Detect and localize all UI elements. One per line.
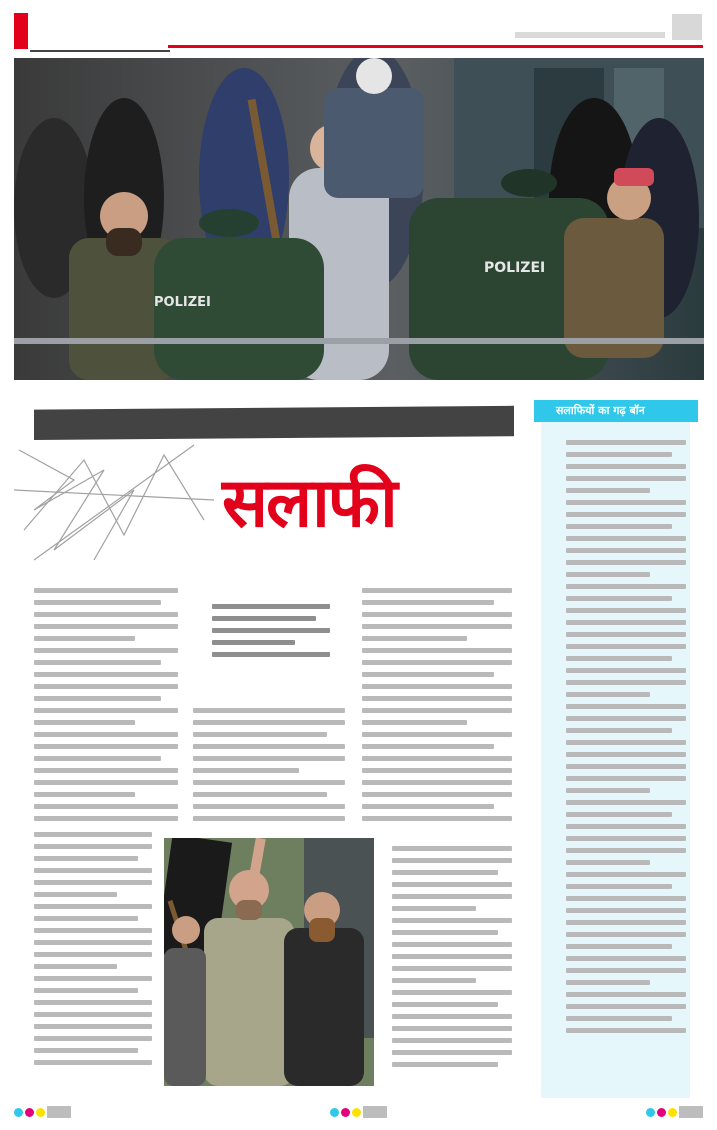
body-column-3-lower <box>392 846 512 1082</box>
headline-kicker-band <box>34 402 514 440</box>
polizei-label-left: POLIZEI <box>154 295 211 310</box>
body-column-2 <box>193 708 345 828</box>
polizei-label-right: POLIZEI <box>484 260 546 276</box>
registration-marks-left <box>14 1106 71 1118</box>
header-meta-strip <box>515 32 665 38</box>
registration-marks-center <box>330 1106 387 1118</box>
body-column-1 <box>34 588 178 824</box>
page-number-box <box>672 14 702 40</box>
headline-decoration <box>14 440 214 566</box>
sidebar-tag-label: सलाफियों का गढ़ बॉन <box>556 404 645 417</box>
section-marker <box>14 13 28 49</box>
main-photo <box>14 58 704 380</box>
inset-photo <box>164 838 374 1086</box>
pull-quote <box>212 604 330 684</box>
body-column-3 <box>362 588 512 838</box>
header-rule <box>168 45 703 48</box>
headline-main: सलाफी <box>222 464 396 543</box>
registration-marks-right <box>646 1106 703 1118</box>
sidebar-body <box>566 440 686 1090</box>
body-column-1-lower <box>34 832 152 1082</box>
header-underline <box>30 50 170 52</box>
